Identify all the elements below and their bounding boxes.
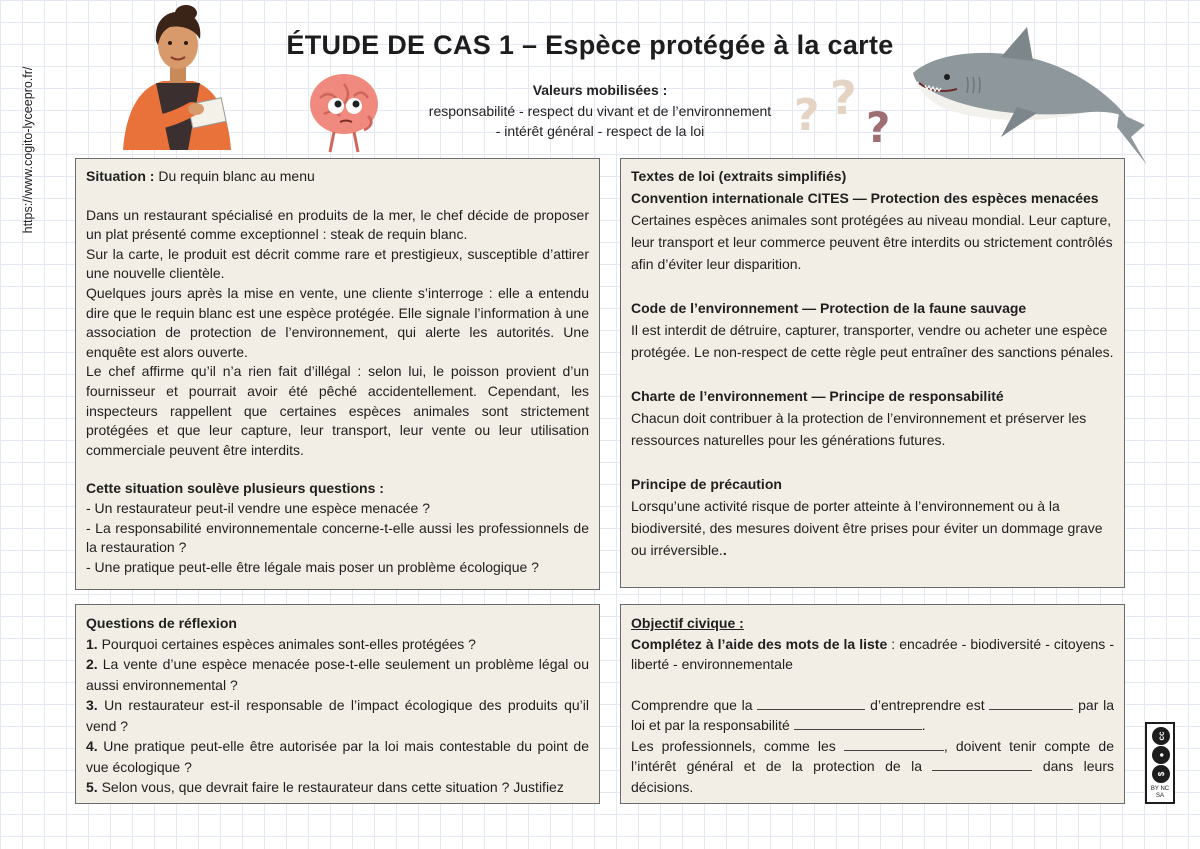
law-separator: — <box>802 300 817 316</box>
blank-field-1[interactable] <box>757 697 865 710</box>
reflection-questions-panel <box>75 604 600 804</box>
svg-text:?: ? <box>866 103 891 146</box>
law-principle: Protection des espèces menacées <box>870 190 1099 206</box>
situation-subtitle: Du requin blanc au menu <box>158 168 315 184</box>
situation-question: - Un restaurateur peut-il vendre une espèce menacée ? <box>86 499 430 516</box>
law-section-title <box>631 385 1114 407</box>
situation-paragraph: Le chef affirme qu’il n’a rien fait d’illégal : selon lui, le poisson provient d’un fournisseur et pourrait avoir été pêché accidentellement. Cependant, les inspecteurs rappellent que certaines espèces animales sont strictement protégées et que leur capture, leur transport, leur vente ou leur utilisation commerciale peuvent être interdits. <box>86 363 589 458</box>
law-section-title <box>631 297 1114 319</box>
question-item <box>86 654 589 695</box>
question-text: Une pratique peut-elle être autorisée par la loi mais contestable du point de vue écologique ? <box>86 738 589 775</box>
law-texts-panel <box>620 158 1125 588</box>
question-number: 3. <box>86 697 98 713</box>
question-item <box>86 736 589 777</box>
question-number: 2. <box>86 656 98 672</box>
situation-questions-heading: Cette situation soulève plusieurs questions : <box>86 480 384 497</box>
fill-text: dans leurs décisions. <box>631 758 1114 795</box>
law-name: Charte de l’environnement <box>631 388 808 404</box>
question-number: 5. <box>86 779 98 795</box>
page-title: ÉTUDE DE CAS 1 – Espèce protégée à la carte <box>286 30 894 60</box>
questions-heading: Questions de réflexion <box>86 615 237 631</box>
cc-circle-icon: cc <box>1152 727 1170 745</box>
law-section-title: Principe de précaution <box>631 476 782 492</box>
fill-text: par la loi et par la responsabilité <box>631 696 1115 733</box>
waitress-illustration <box>118 5 236 150</box>
question-text: Selon vous, que devrait faire le restaurateur dans cette situation ? Justifiez <box>101 779 564 795</box>
shark-illustration <box>905 25 1150 175</box>
situation-question: - Une pratique peut-elle être légale mais poser un problème écologique ? <box>86 558 539 575</box>
law-name: Code de l’environnement <box>631 300 799 316</box>
blank-field-5[interactable] <box>932 758 1032 771</box>
civic-objective-panel <box>620 604 1125 804</box>
fill-text: , doivent tenir compte de l’intérêt général et de la protection de la <box>631 737 1114 774</box>
values-line-1: responsabilité - respect du vivant et de l’environnement <box>428 103 772 119</box>
situation-paragraph: Dans un restaurant spécialisé en produits de la mer, le chef décide de proposer un plat présenté comme exceptionnel : steak de requin blanc. <box>86 206 589 243</box>
situation-panel <box>75 158 600 590</box>
question-number: 4. <box>86 738 98 754</box>
values-heading: Valeurs mobilisées : <box>532 82 668 98</box>
blank-field-3[interactable] <box>794 717 922 730</box>
situation-title <box>86 167 589 187</box>
objective-instruction: Complétez à l’aide des mots de la liste <box>631 635 888 652</box>
svg-text:?: ? <box>830 71 857 125</box>
question-item <box>86 695 589 736</box>
law-separator: — <box>852 190 867 206</box>
question-text: Un restaurateur est-il responsable de l’impact écologique des produits qu’il vend ? <box>86 697 589 734</box>
law-heading: Textes de loi (extraits simplifiés) <box>631 168 847 184</box>
word-list: encadrée - biodiversité - citoyens - liberté - environnementale <box>631 635 1114 672</box>
license-label: BY NC SA <box>1150 786 1170 799</box>
fill-text: Les professionnels, comme les <box>631 737 836 754</box>
situation-question: - La responsabilité environnementale concerne-t-elle aussi les professionnels de la restauration ? <box>86 519 589 556</box>
blank-field-4[interactable] <box>844 738 944 751</box>
cc-by-nc-sa-icon <box>1145 722 1175 804</box>
fill-text: Comprendre que la <box>631 696 753 713</box>
law-section-title <box>631 187 1114 209</box>
fill-text: d’entreprendre est <box>870 696 985 713</box>
objective-colon: : <box>887 635 900 652</box>
question-text: La vente d’une espèce menacée pose-t-elle seulement un problème légal ou aussi environnemental ? <box>86 656 589 693</box>
law-text: Il est interdit de détruire, capturer, transporter, vendre ou acheter une espèce protégée. Le non-respect de cette règle peut entraîner des sanctions pénales. <box>631 322 1114 360</box>
law-final-dot: . <box>722 542 727 558</box>
law-name: Convention internationale CITES <box>631 190 849 206</box>
law-text: Chacun doit contribuer à la protection de l’environnement et préserver les ressources naturelles pour les générations futures. <box>631 410 1087 448</box>
objective-heading: Objectif civique : <box>631 615 744 631</box>
values-line-2: - intérêt général - respect de la loi <box>495 123 705 139</box>
site-url-text[interactable]: https://www.cogito-lyceepro.fr/ <box>21 66 35 234</box>
by-person-icon: ● <box>1152 746 1170 764</box>
law-principle: Protection de la faune sauvage <box>820 300 1027 316</box>
question-number: 1. <box>86 635 98 652</box>
question-item <box>86 777 589 798</box>
svg-text:?: ? <box>794 90 820 141</box>
situation-paragraph: Sur la carte, le produit est décrit comme rare et prestigieux, susceptible d’attirer une nouvelle clientèle. <box>86 245 589 282</box>
question-text: Pourquoi certaines espèces animales sont-elles protégées ? <box>101 635 476 652</box>
nc-dollar-icon: $ <box>1152 765 1170 783</box>
law-text-body: Lorsqu’une activité risque de porter atteinte à l’environnement ou à la biodiversité, des mesures doivent être prises pour éviter un dommage grave ou irréversible. <box>631 498 1103 558</box>
site-url[interactable] <box>14 50 42 250</box>
law-text <box>631 495 1114 561</box>
law-separator: — <box>811 388 826 404</box>
brain-illustration <box>304 68 384 158</box>
fill-text: . <box>921 717 926 733</box>
fill-sentence-1 <box>631 695 1114 736</box>
fill-sentence-2 <box>631 736 1114 798</box>
law-text: Certaines espèces animales sont protégées au niveau mondial. Leur capture, leur transport et leur commerce peuvent être interdits ou strictement contrôlés afin d’éviter leur disparition. <box>631 212 1113 272</box>
situation-label: Situation : <box>86 168 155 184</box>
blank-field-2[interactable] <box>989 697 1073 710</box>
situation-paragraph: Quelques jours après la mise en vente, une cliente s’interroge : elle a entendu dire que le requin blanc est une espèce protégée. Elle signale l’information à une association de protection de l’environnement, qui alerte les autorités. Une enquête est alors ouverte. <box>86 284 589 360</box>
law-principle: Principe de responsabilité <box>829 388 1004 404</box>
objective-instruction-line <box>631 634 1114 675</box>
question-item <box>86 634 589 655</box>
